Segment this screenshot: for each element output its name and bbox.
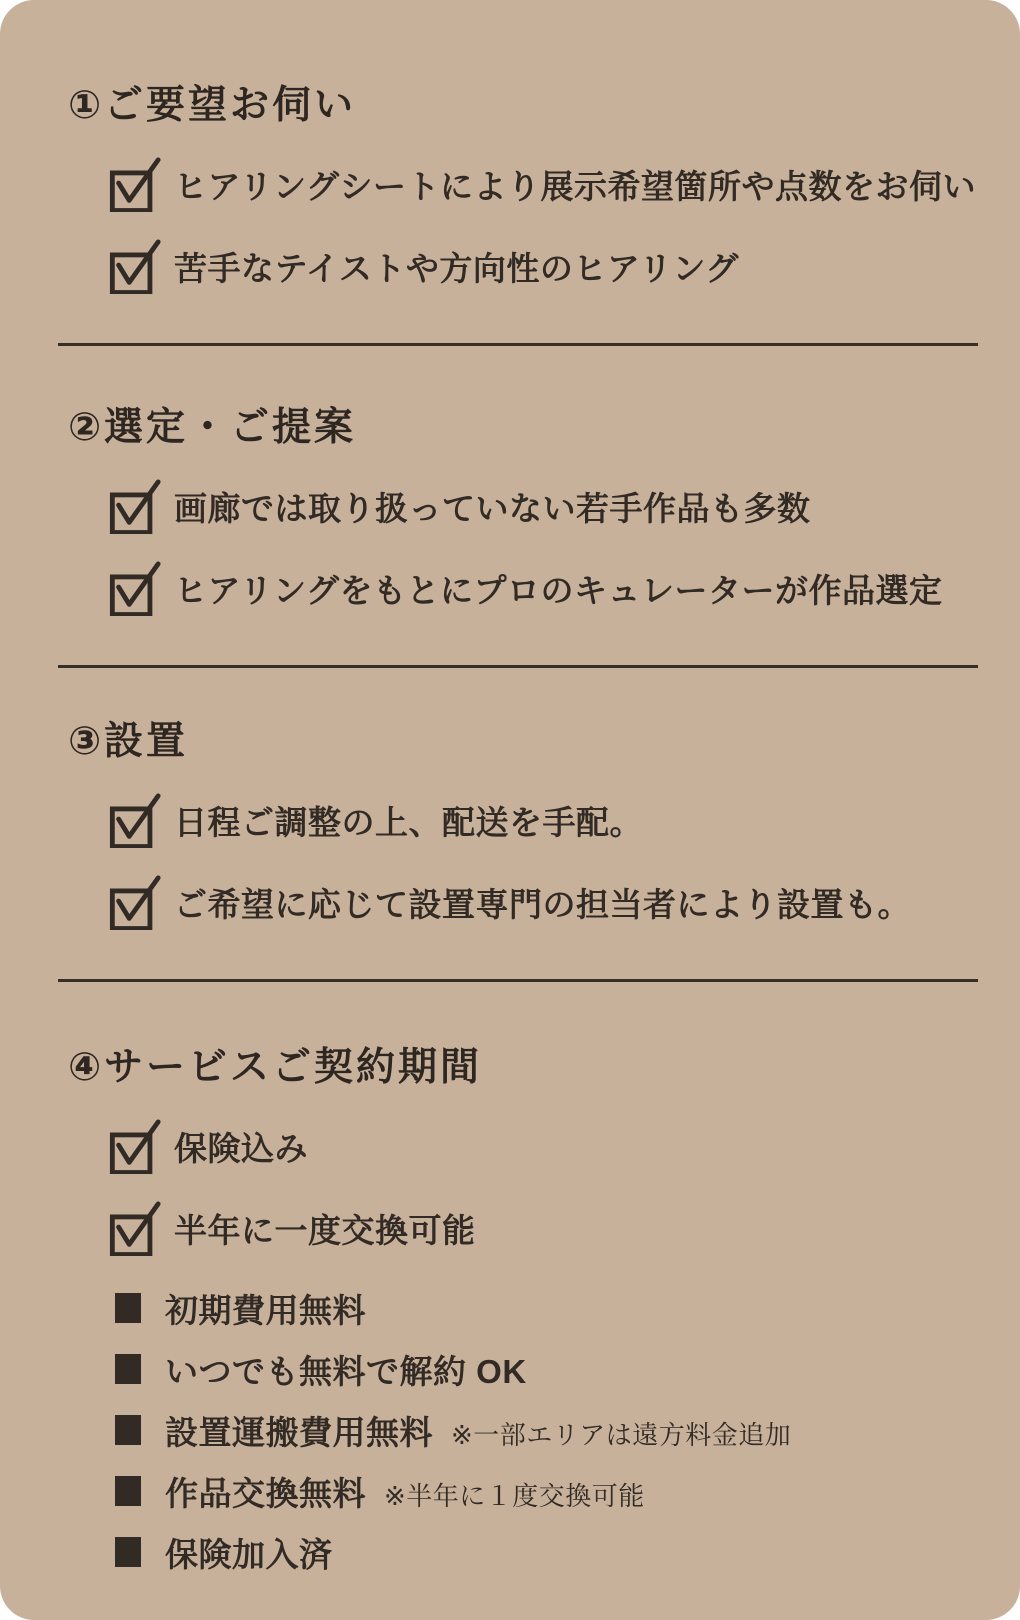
check-item-label: ご希望に応じて設置専門の担当者により設置も。 [174, 885, 911, 923]
check-item-label: 保険込み [174, 1129, 308, 1167]
checkbox-checked-icon [108, 560, 162, 616]
check-item-label: 苦手なテイストや方向性のヒアリング [174, 249, 739, 287]
section-contract-period [58, 1036, 978, 1574]
section-installation [58, 710, 978, 982]
check-item [108, 1200, 978, 1256]
checkbox-checked-icon [108, 238, 162, 294]
benefit-item [115, 1286, 978, 1330]
benefit-label: 保険加入済 [165, 1535, 333, 1573]
check-item [108, 1118, 978, 1174]
benefit-label: 作品交換無料 [165, 1474, 366, 1512]
check-item [108, 156, 978, 212]
section-title: ④サービスご契約期間 [68, 1046, 483, 1089]
section-title: ②選定・ご提案 [68, 406, 357, 449]
check-item-label: 日程ご調整の上、配送を手配。 [174, 803, 643, 841]
checkbox-checked-icon [108, 1118, 162, 1174]
checkbox-checked-icon [108, 478, 162, 534]
section-divider [58, 343, 978, 346]
benefit-label: 設置運搬費用無料 [165, 1413, 433, 1451]
section-selection-proposal [58, 396, 978, 668]
check-item [108, 238, 978, 294]
section-divider [58, 665, 978, 668]
benefit-label: いつでも無料で解約 OK [165, 1352, 527, 1390]
check-item [108, 792, 978, 848]
square-bullet-icon [115, 1354, 141, 1384]
benefit-item [115, 1408, 978, 1452]
section-title: ③設置 [68, 720, 189, 763]
check-item [108, 874, 978, 930]
square-bullet-icon [115, 1476, 141, 1506]
benefit-item [115, 1530, 978, 1574]
checkbox-checked-icon [108, 1200, 162, 1256]
section-request-hearing [58, 74, 978, 346]
benefit-label: 初期費用無料 [165, 1291, 366, 1329]
check-item-label: 画廊では取り扱っていない若手作品も多数 [174, 489, 811, 527]
benefit-item [115, 1347, 978, 1391]
check-item [108, 560, 978, 616]
square-bullet-icon [115, 1415, 141, 1445]
check-item-label: ヒアリングシートにより展示希望箇所や点数をお伺い [174, 167, 977, 205]
benefit-note: ※半年に１度交換可能 [384, 1480, 645, 1511]
benefit-item [115, 1469, 978, 1513]
check-item [108, 478, 978, 534]
checkbox-checked-icon [108, 792, 162, 848]
benefit-note: ※一部エリアは遠方料金追加 [451, 1419, 792, 1450]
checkbox-checked-icon [108, 156, 162, 212]
section-divider [58, 979, 978, 982]
checkbox-checked-icon [108, 874, 162, 930]
square-bullet-icon [115, 1293, 141, 1323]
section-title: ①ご要望お伺い [68, 84, 357, 127]
check-item-label: 半年に一度交換可能 [174, 1211, 476, 1249]
square-bullet-icon [115, 1537, 141, 1567]
check-item-label: ヒアリングをもとにプロのキュレーターが作品選定 [174, 571, 943, 609]
